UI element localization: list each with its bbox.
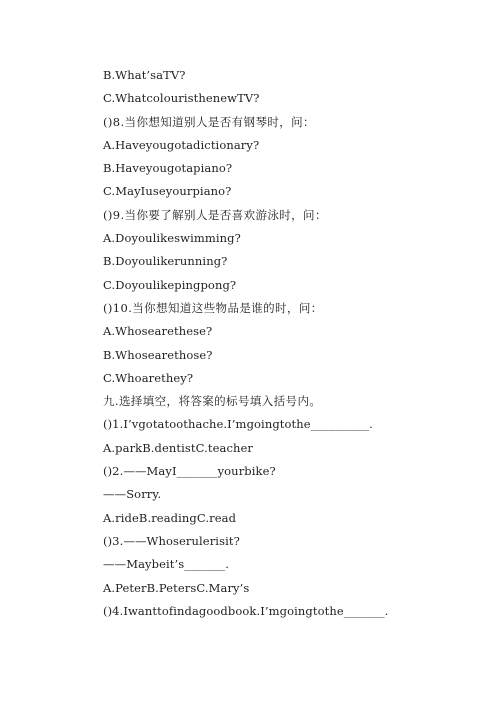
question-line: ()3.——Whoserulerisit? xyxy=(103,533,240,548)
option-line: B.Whosearethose? xyxy=(103,347,213,362)
document-page xyxy=(103,64,483,623)
option-line: A.Haveyougotadictionary? xyxy=(103,137,260,152)
option-line: A.PeterB.PetersC.Mary’s xyxy=(103,580,250,595)
question-line: ()9.当你要了解别人是否喜欢游泳时，问： xyxy=(103,207,327,222)
option-line: C.Doyoulikepingpong? xyxy=(103,277,237,292)
dialogue-line: ——Maybeit’s_______. xyxy=(103,557,229,572)
question-line: ()8.当你想知道别人是否有钢琴时，问： xyxy=(103,114,315,129)
option-line: B.Haveyougotapiano? xyxy=(103,161,233,176)
question-line: ()4.Iwanttofindagoodbook.I’mgoingtothe_______. xyxy=(103,603,389,618)
option-line: C.MayIuseyourpiano? xyxy=(103,184,232,199)
option-line: C.WhatcolouristhenewTV? xyxy=(103,91,260,106)
option-line: A.parkB.dentistC.teacher xyxy=(103,440,254,455)
question-line: ()10.当你想知道这些物品是谁的时，问： xyxy=(103,300,323,315)
option-line: A.rideB.readingC.read xyxy=(103,510,237,525)
question-line: ()1.I’vgotatoothache.I’mgoingtothe__________. xyxy=(103,417,373,432)
option-line: B.Doyoulikerunning? xyxy=(103,254,228,269)
option-line: C.Whoarethey? xyxy=(103,370,194,385)
section-heading: 九.选择填空，将答案的标号填入括号内。 xyxy=(103,394,322,409)
option-line: A.Whosearethese? xyxy=(103,324,213,339)
option-line: A.Doyoulikeswimming? xyxy=(103,231,241,246)
dialogue-line: ——Sorry. xyxy=(103,487,162,502)
question-line: ()2.——MayI_______yourbike? xyxy=(103,464,276,479)
option-line: B.What’saTV? xyxy=(103,68,186,82)
